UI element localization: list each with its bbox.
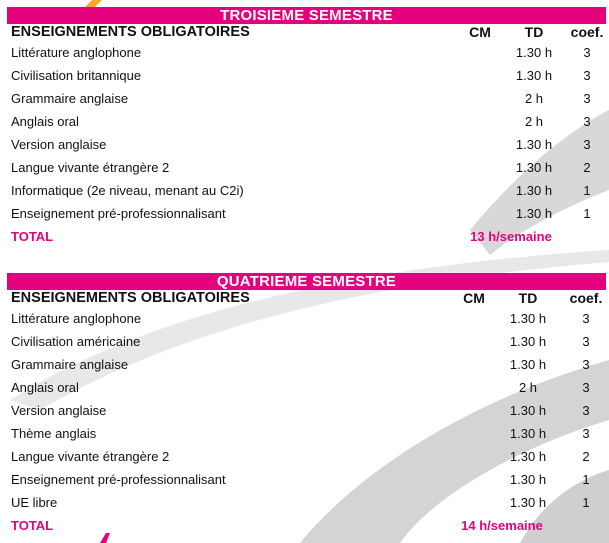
course-name: Informatique (2e niveau, menant au C2i) bbox=[11, 183, 244, 198]
table-row bbox=[7, 179, 606, 202]
table-row bbox=[7, 399, 606, 422]
course-td: 1.30 h bbox=[509, 449, 547, 464]
semester-3-table bbox=[7, 7, 606, 248]
semester-4-table bbox=[7, 273, 606, 537]
course-td: 1.30 h bbox=[515, 45, 553, 60]
total-row bbox=[7, 225, 606, 248]
header-td: TD bbox=[524, 24, 544, 40]
course-coef: 3 bbox=[582, 403, 590, 418]
table-header bbox=[7, 290, 606, 307]
header-td: TD bbox=[518, 290, 538, 306]
course-coef: 3 bbox=[582, 426, 590, 441]
header-cm: CM bbox=[469, 24, 491, 40]
table-row bbox=[7, 330, 606, 353]
course-name: Anglais oral bbox=[11, 114, 79, 129]
total-label: TOTAL bbox=[11, 229, 54, 244]
course-coef: 1 bbox=[583, 206, 591, 221]
course-td: 1.30 h bbox=[509, 472, 547, 487]
course-coef: 2 bbox=[583, 160, 591, 175]
course-td: 1.30 h bbox=[509, 426, 547, 441]
course-coef: 3 bbox=[583, 68, 591, 83]
course-td: 1.30 h bbox=[515, 137, 553, 152]
course-name: Langue vivante étrangère 2 bbox=[11, 160, 170, 175]
table-row bbox=[7, 353, 606, 376]
course-td: 1.30 h bbox=[515, 68, 553, 83]
course-coef: 2 bbox=[582, 449, 590, 464]
course-coef: 1 bbox=[582, 495, 590, 510]
header-coef: coef. bbox=[570, 24, 604, 40]
course-name: Thème anglais bbox=[11, 426, 97, 441]
course-coef: 1 bbox=[582, 472, 590, 487]
table-row bbox=[7, 110, 606, 133]
course-name: Civilisation britannique bbox=[11, 68, 142, 83]
table-row bbox=[7, 87, 606, 110]
table-row bbox=[7, 445, 606, 468]
course-td: 1.30 h bbox=[515, 206, 553, 221]
table-row bbox=[7, 376, 606, 399]
course-td: 1.30 h bbox=[509, 357, 547, 372]
header-courses: ENSEIGNEMENTS OBLIGATOIRES bbox=[11, 24, 250, 40]
course-name: Anglais oral bbox=[11, 380, 79, 395]
course-td: 1.30 h bbox=[509, 403, 547, 418]
course-td: 2 h bbox=[524, 91, 544, 106]
course-coef: 3 bbox=[583, 114, 591, 129]
table-row bbox=[7, 41, 606, 64]
course-td: 1.30 h bbox=[509, 495, 547, 510]
table-header bbox=[7, 24, 606, 41]
course-name: Littérature anglophone bbox=[11, 45, 142, 60]
course-name: Grammaire anglaise bbox=[11, 91, 129, 106]
table-row bbox=[7, 307, 606, 330]
course-name: UE libre bbox=[11, 495, 58, 510]
course-name: Littérature anglophone bbox=[11, 311, 142, 326]
table-row bbox=[7, 468, 606, 491]
header-cm: CM bbox=[463, 290, 485, 306]
total-label: TOTAL bbox=[11, 518, 54, 533]
course-name: Version anglaise bbox=[11, 137, 107, 152]
header-courses: ENSEIGNEMENTS OBLIGATOIRES bbox=[11, 290, 250, 306]
table-row bbox=[7, 156, 606, 179]
course-coef: 3 bbox=[582, 357, 590, 372]
course-name: Grammaire anglaise bbox=[11, 357, 129, 372]
course-td: 2 h bbox=[524, 114, 544, 129]
course-name: Enseignement pré-professionnalisant bbox=[11, 472, 226, 487]
course-name: Langue vivante étrangère 2 bbox=[11, 449, 170, 464]
course-coef: 3 bbox=[582, 380, 590, 395]
header-coef: coef. bbox=[569, 290, 603, 306]
total-value: 14 h/semaine bbox=[461, 518, 543, 533]
course-td: 1.30 h bbox=[515, 160, 553, 175]
semester-4-title: QUATRIEME SEMESTRE bbox=[7, 273, 606, 290]
course-coef: 3 bbox=[583, 137, 591, 152]
course-coef: 1 bbox=[583, 183, 591, 198]
total-row bbox=[7, 514, 606, 537]
total-value: 13 h/semaine bbox=[470, 229, 552, 244]
semester-3-title: TROISIEME SEMESTRE bbox=[7, 7, 606, 24]
table-row bbox=[7, 64, 606, 87]
table-row bbox=[7, 491, 606, 514]
course-td: 1.30 h bbox=[509, 334, 547, 349]
course-coef: 3 bbox=[582, 334, 590, 349]
course-name: Enseignement pré-professionnalisant bbox=[11, 206, 226, 221]
course-coef: 3 bbox=[583, 45, 591, 60]
course-coef: 3 bbox=[583, 91, 591, 106]
table-row bbox=[7, 133, 606, 156]
course-name: Civilisation américaine bbox=[11, 334, 141, 349]
table-row bbox=[7, 202, 606, 225]
course-td: 2 h bbox=[518, 380, 538, 395]
course-td: 1.30 h bbox=[515, 183, 553, 198]
course-coef: 3 bbox=[582, 311, 590, 326]
course-name: Version anglaise bbox=[11, 403, 107, 418]
course-td: 1.30 h bbox=[509, 311, 547, 326]
table-row bbox=[7, 422, 606, 445]
